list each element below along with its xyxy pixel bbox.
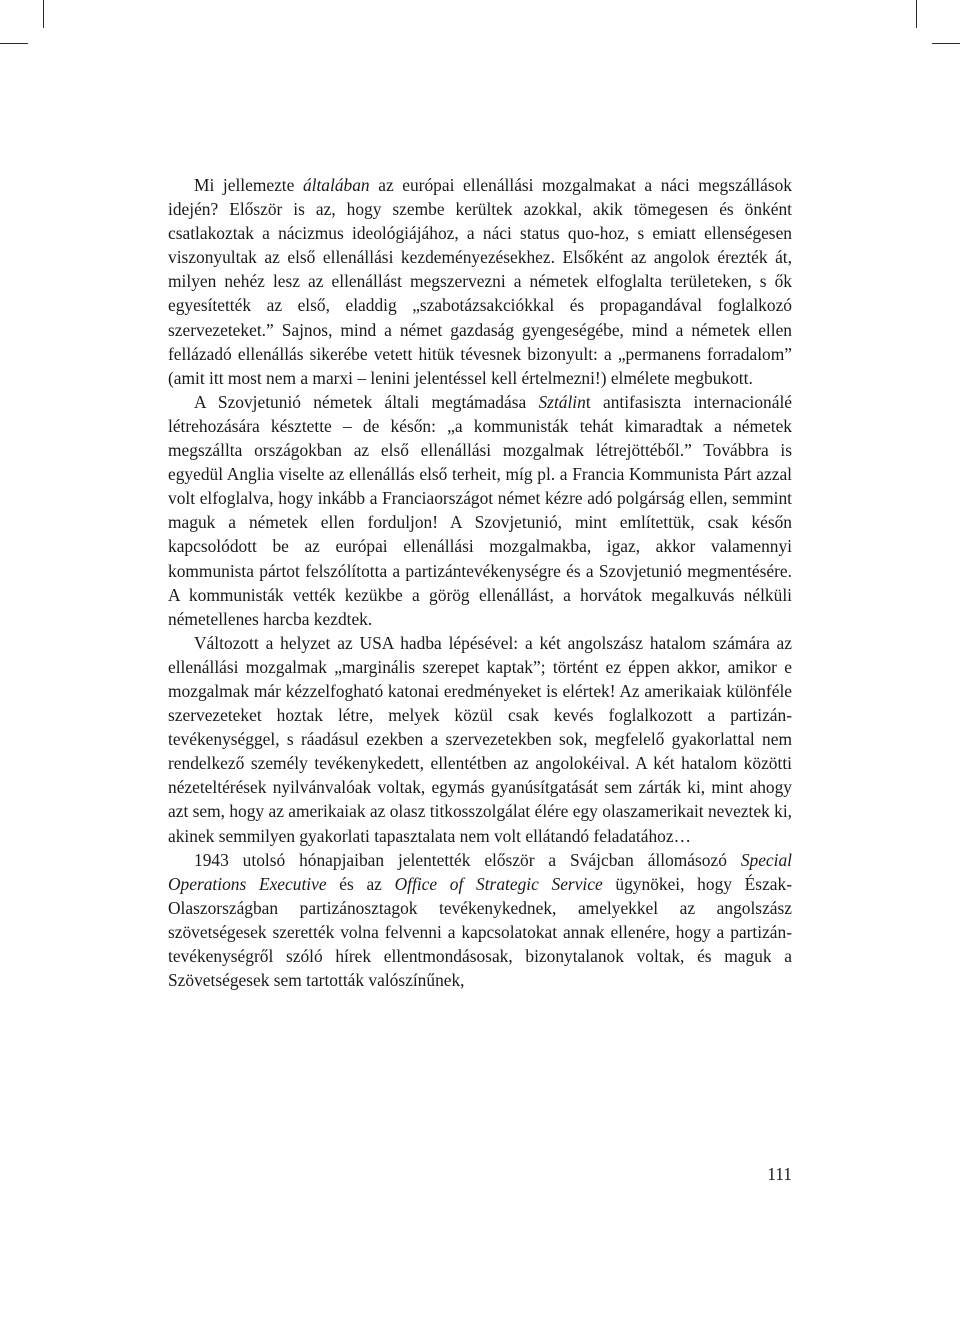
page-number: 111 xyxy=(767,1164,792,1184)
paragraph-3 xyxy=(168,631,792,848)
paragraph-4 xyxy=(168,848,792,993)
paragraph-1 xyxy=(168,173,792,390)
italic-span: általában xyxy=(302,175,370,195)
italic-span: Office of Strategic Service xyxy=(394,873,603,894)
italic-span: Sztálin xyxy=(538,391,586,412)
body-text xyxy=(168,173,792,992)
text-span: 1943 utolsó hónapjaiban jelentették először a Svájcban állomásozó xyxy=(194,849,741,870)
crop-mark-top-left-vertical xyxy=(43,0,44,28)
text-span: A Szovjetunió németek általi megtámadása xyxy=(194,391,539,412)
crop-mark-top-right-vertical xyxy=(916,0,917,28)
crop-mark-top-right-horizontal xyxy=(932,43,960,44)
text-span: Változott a helyzet az USA hadba lépésével: a két angolszász hatalom számára az ellenállási mozgalmak „marginális szerepet kaptak”; történt ez éppen akkor, amikor e mozgalmak már kézzelfogható katonai eredményeket is elértek! Az amerikaiak különféle szervezeteket hoztak létre, melyek közül csak kevés foglalkozott a partizán-tevékenységgel, s ráadásul ezekben a szervezetekben sok, megfelelő gyakorlattal nem rendelkező személy tevékenykedett, ellentétben az angolokéival. A két hatalom közötti nézeteltérések nyilvánvalóak voltak, egymás gyanúsítgatását sem zárták ki, mint ahogy azt sem, hogy az amerikaiak az olasz titkosszolgálat élére egy olaszamerikait neveztek ki, akinek semmilyen gyakorlati tapasztalata nem volt ellátandó feladatához… xyxy=(168,632,792,846)
italic-span: Special Operations Executive xyxy=(168,849,792,894)
text-span: ügynökei, hogy Észak-Olaszországban partizánosztagok tevékenykednek, amelyekkel az angolszász szövetségesek szerették volna felvenni a kapcsolatokat annak ellenére, hogy a partizán-tevékenységről szóló hírek ellentmondásosak, bizonytalanok voltak, és maguk a Szövetségesek sem tartották valószínűnek, xyxy=(168,873,792,991)
text-span: t antifasiszta internacionálé létrehozására késztette – de későn: „a kommunisták tehát kimaradtak a németek megszállta országokban az első ellenállási mozgalmak létrejöttéből.” Továbbra is egyedül Anglia viselte az ellenállás első terheit, míg pl. a Francia Kommunista Párt azzal volt elfoglalva, hogy inkább a Franciaországot német kézre adó polgárság ellen, semmint maguk a németek ellen forduljon! A Szovjetunió, mint említettük, csak későn kapcsolódott be az európai ellenállási mozgalmakba, igaz, akkor valamennyi kommunista pártot felszólította a partizántevékenységre és a Szovjetunió megmentésére. A kommunisták vették kezükbe a görög ellenállást, a horvátok megalkuvás nélküli németellenes harcba kezdtek. xyxy=(168,391,792,629)
paragraph-2 xyxy=(168,390,792,631)
text-span: és az xyxy=(326,873,395,894)
text-span: Mi jellemezte xyxy=(194,175,303,195)
crop-mark-top-left-horizontal xyxy=(0,43,28,44)
text-span: az európai ellenállási mozgalmakat a náci megszállások idején? Először is az, hogy szembe kerültek azokkal, akik tömegesen és önként csatlakoztak a nácizmus ideológiájához, a náci status quo-hoz, s emiatt ellenségesen viszonyultak az első ellenállási kezdeményezésekhez. Elsőként az angolok érezték át, milyen nehéz lesz az ellenállást megszervezni a németek elfoglalta területeken, s ők egyesítették az első, eladdig „szabotázsakciókkal és propagandával foglalkozó szervezeteket.” Sajnos, mind a német gazdaság gyengeségébe, mind a németek ellen fellázadó ellenállás sikerébe vetett hitük tévesnek bizonyult: a „permanens forradalom” (amit itt most nem a marxi – lenini jelentéssel kell értelmezni!) elmélete megbukott. xyxy=(168,175,792,388)
